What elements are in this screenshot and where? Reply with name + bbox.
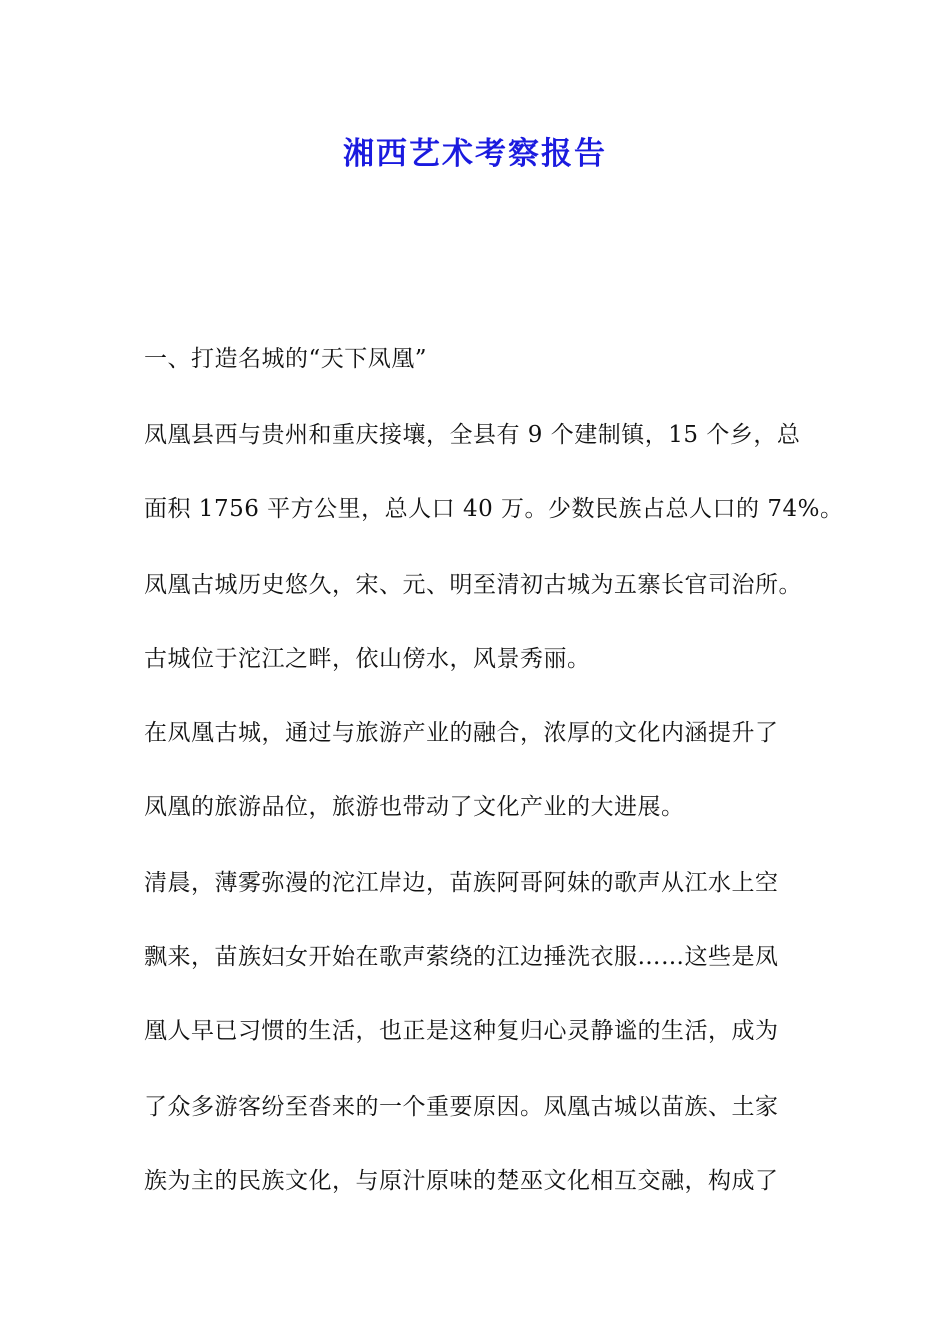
paragraph-line: 凤凰的旅游品位，旅游也带动了文化产业的大进展。 bbox=[144, 794, 685, 820]
paragraph-line: 古城位于沱江之畔，依山傍水，风景秀丽。 bbox=[144, 646, 591, 672]
paragraph-line: 飘来，苗族妇女开始在歌声萦绕的江边捶洗衣服……这些是凤 bbox=[144, 944, 779, 970]
paragraph-line: 凰人早已习惯的生活，也正是这种复归心灵静谧的生活，成为 bbox=[144, 1018, 779, 1044]
paragraph-line: 了众多游客纷至沓来的一个重要原因。凤凰古城以苗族、土家 bbox=[144, 1094, 779, 1120]
paragraph-line: 凤凰古城历史悠久，宋、元、明至清初古城为五寨长官司治所。 bbox=[144, 572, 802, 598]
document-title: 湘西艺术考察报告 bbox=[343, 136, 607, 172]
paragraph-line: 在凤凰古城，通过与旅游产业的融合，浓厚的文化内涵提升了 bbox=[144, 720, 779, 746]
paragraph-line: 族为主的民族文化，与原汁原味的楚巫文化相互交融，构成了 bbox=[144, 1168, 779, 1194]
paragraph-line: 面积 1756 平方公里，总人口 40 万。少数民族占总人口的 74%。 bbox=[144, 496, 844, 522]
paragraph-line: 清晨，薄雾弥漫的沱江岸边，苗族阿哥阿妹的歌声从江水上空 bbox=[144, 870, 779, 896]
paragraph-line: 凤凰县西与贵州和重庆接壤，全县有 9 个建制镇，15 个乡，总 bbox=[144, 422, 801, 448]
section-heading: 一、打造名城的“天下凤凰” bbox=[144, 346, 428, 372]
